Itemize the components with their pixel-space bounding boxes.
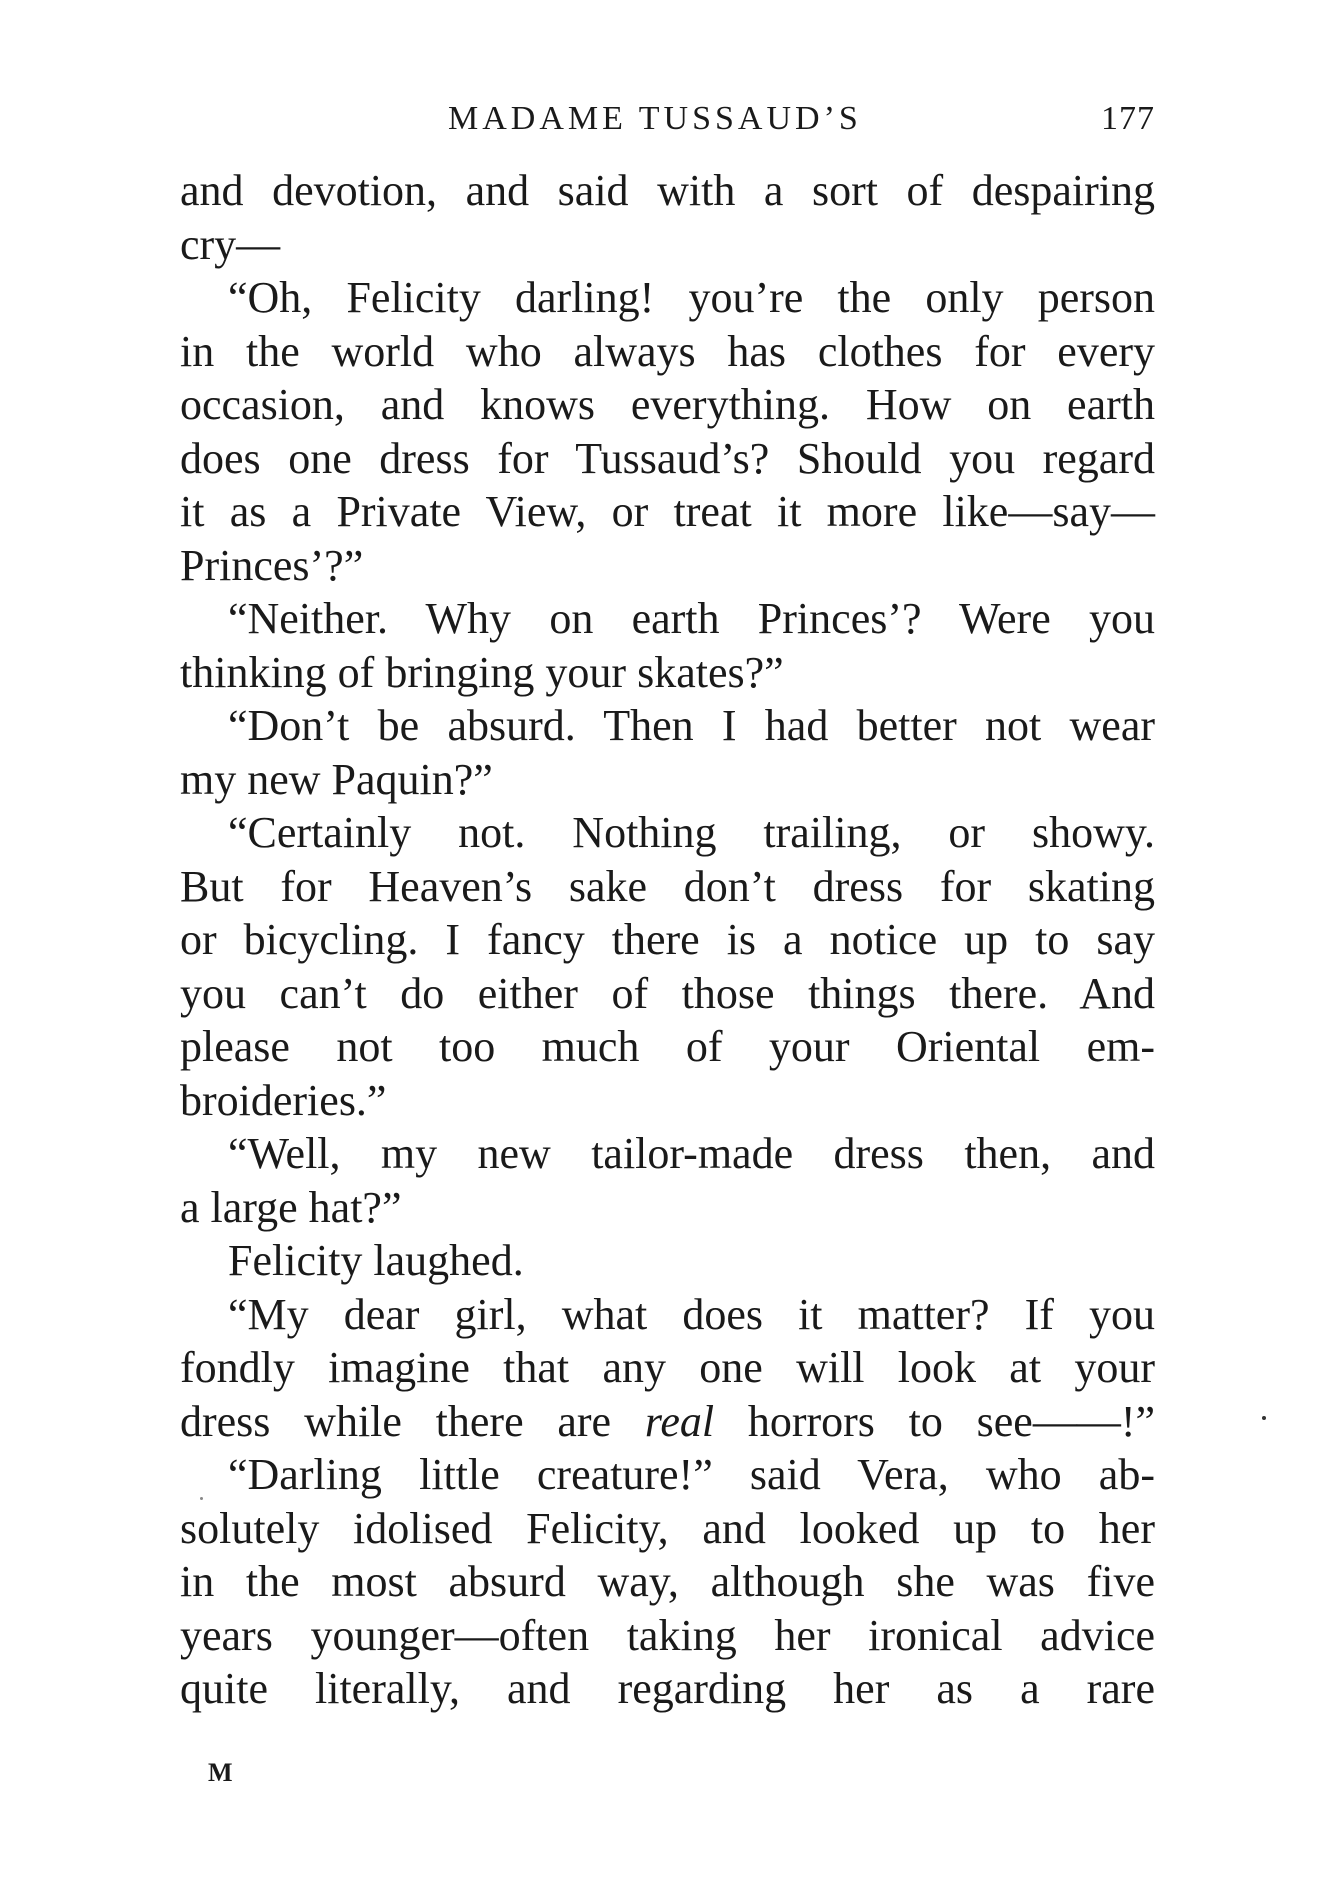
text-line: and devotion, and said with a sort of despairing [180, 166, 1155, 215]
text-line: it as a Private View, or treat it more like—say— [180, 487, 1155, 536]
text-line: please not too much of your Oriental em- [180, 1022, 1155, 1071]
running-title: MADAME TUSSAUD’S [448, 100, 862, 137]
ink-speck [200, 1497, 203, 1500]
text-line: “Certainly not. Nothing trailing, or showy. [228, 808, 1155, 857]
text-line: years younger—often taking her ironical advice [180, 1610, 1155, 1660]
text-line: or bicycling. I fancy there is a notice up to say [180, 915, 1155, 964]
text-line: solutely idolised Felicity, and looked up to her [180, 1503, 1155, 1553]
text-line: occasion, and knows everything. How on earth [180, 380, 1155, 429]
running-head [180, 100, 1155, 150]
text-line: “Neither. Why on earth Princes’? Were you [228, 594, 1155, 643]
text-line: Princes’?” [180, 540, 364, 590]
text-line: “Oh, Felicity darling! you’re the only person [228, 273, 1155, 322]
text-line: a large hat?” [180, 1182, 402, 1232]
ink-speck [1262, 1416, 1266, 1420]
text-line: my new Paquin?” [180, 754, 493, 804]
text-line: quite literally, and regarding her as a rare [180, 1664, 1155, 1713]
text-line: does one dress for Tussaud’s? Should you regard [180, 433, 1155, 483]
text-line: “Well, my new tailor-made dress then, and [228, 1129, 1155, 1178]
body-text [180, 164, 1155, 1716]
text-line: thinking of bringing your skates?” [180, 647, 784, 697]
text-line: in the world who always has clothes for every [180, 326, 1155, 376]
page-number: 177 [1101, 100, 1155, 137]
text-line: Felicity laughed. [228, 1236, 524, 1285]
text-segment: dress while there are [180, 1396, 645, 1446]
text-line: in the most absurd way, although she was five [180, 1557, 1155, 1606]
text-line [180, 1395, 1155, 1449]
text-line: broideries.” [180, 1075, 387, 1125]
text-line: you can’t do either of those things there. And [180, 968, 1155, 1018]
text-line: But for Heaven’s sake don’t dress for skating [180, 861, 1155, 911]
emphasized-word: real [644, 1396, 715, 1446]
text-line: “My dear girl, what does it matter? If you [228, 1289, 1155, 1339]
signature-mark: M [208, 1758, 233, 1787]
text-line: “Don’t be absurd. Then I had better not wear [228, 701, 1155, 750]
text-line: “Darling little creature!” said Vera, who ab- [228, 1450, 1155, 1499]
text-segment: horrors to see——!” [714, 1396, 1155, 1446]
text-line: fondly imagine that any one will look at your [180, 1343, 1155, 1392]
text-line: cry— [180, 219, 281, 269]
